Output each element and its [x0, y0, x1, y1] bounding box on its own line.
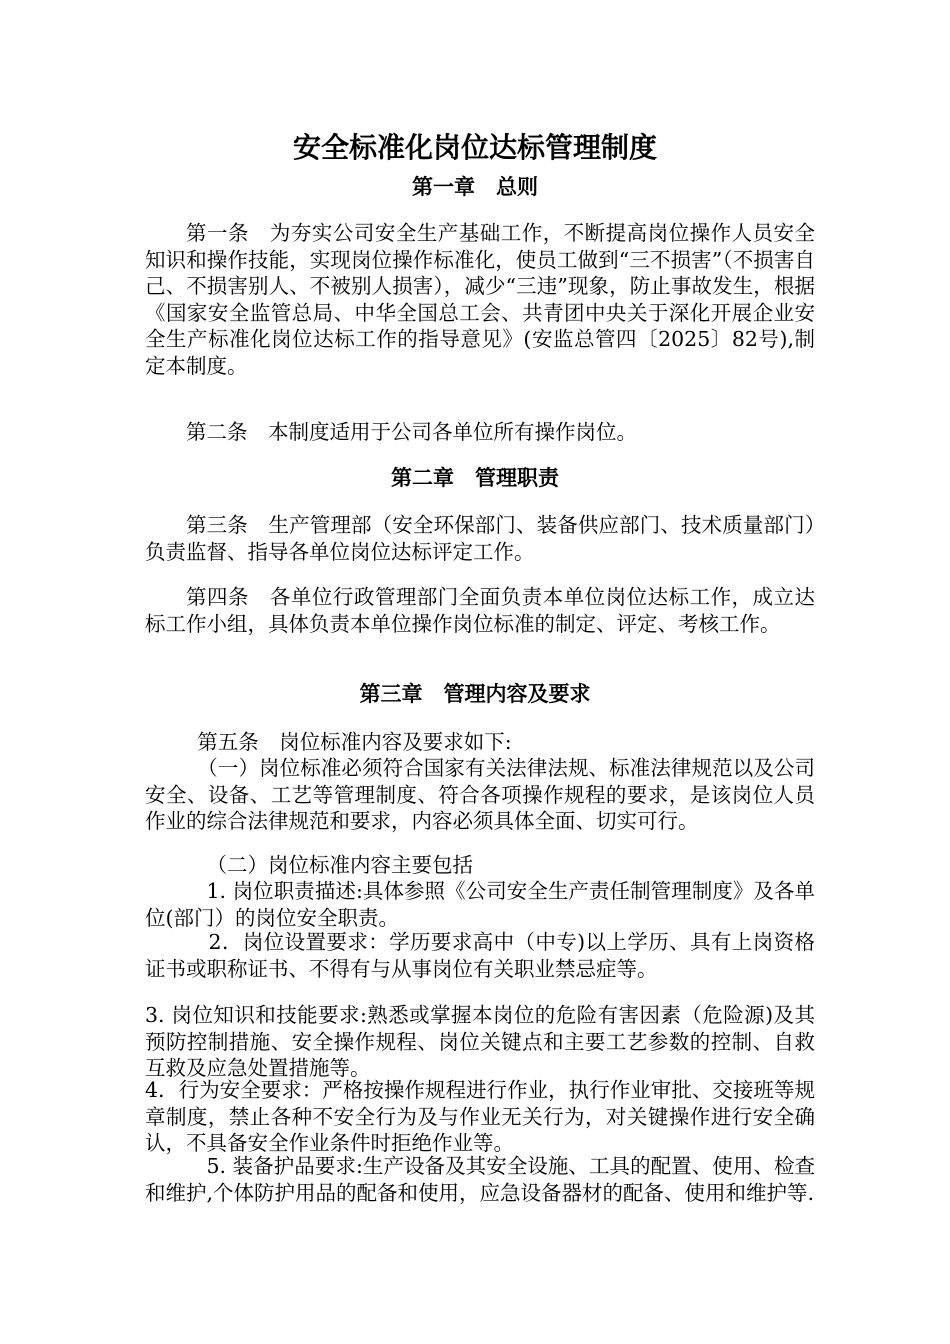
- sub-item-4: 4．行为安全要求：严格按操作规程进行作业，执行作业审批、交接班等规章制度，禁止各种不安全行为及与作业无关行为，对关键操作进行安全确认，不具备安全作业条件时拒绝作业等。: [145, 1078, 815, 1155]
- article-2: 第二条 本制度适用于公司各单位所有操作岗位。: [186, 420, 637, 444]
- item-1: （一）岗位标准必须符合国家有关法律法规、标准法律规范以及公司安全、设备、工艺等管理制度、符合各项操作规程的要求，是该岗位人员作业的综合法律规范和要求，内容必须具体全面、切实可行。: [145, 756, 815, 833]
- article-5: 第五条 岗位标准内容及要求如下:: [197, 730, 512, 754]
- sub-item-2: 2．岗位设置要求：学历要求高中（中专)以上学历、具有上岗资格证书或职称证书、不得有与从事岗位有关职业禁忌症等。: [145, 930, 815, 981]
- item-2: （二）岗位标准内容主要包括: [206, 853, 473, 877]
- chapter-2-heading: 第二章 管理职责: [391, 465, 559, 490]
- sub-item-3: 3. 岗位知识和技能要求:熟悉或掌握本岗位的危险有害因素（危险源)及其预防控制措施、安全操作规程、岗位关键点和主要工艺参数的控制、自救互救及应急处置措施等。: [145, 1003, 815, 1080]
- chapter-3-heading: 第三章 管理内容及要求: [359, 681, 591, 706]
- chapter-1-heading: 第一章 总则: [412, 174, 538, 199]
- document-title: 安全标准化岗位达标管理制度: [292, 131, 657, 164]
- article-1: 第一条 为夯实公司安全生产基础工作，不断提高岗位操作人员安全知识和操作技能，实现岗位操作标准化，使员工做到“三不损害”（不损害自己、不损害别人、不被别人损害），减少“三违”现象，防止事故发生，根据《国家安全监管总局、中华全国总工会、共青团中央关于深化开展企业安全生产标准化岗位达标工作的指导意见》(安监总管四〔2025〕82号),制定本制度。: [145, 221, 815, 378]
- article-3: 第三条 生产管理部（安全环保部门、装备供应部门、技术质量部门）负责监督、指导各单位岗位达标评定工作。: [145, 513, 815, 564]
- article-4: 第四条 各单位行政管理部门全面负责本单位岗位达标工作，成立达标工作小组，具体负责本单位操作岗位标准的制定、评定、考核工作。: [145, 585, 815, 636]
- sub-item-1: 1. 岗位职责描述:具体参照《公司安全生产责任制管理制度》及各单位(部门）的岗位安全职责。: [145, 879, 815, 930]
- sub-item-5: 5. 装备护品要求:生产设备及其安全设施、工具的配置、使用、检查和维护,个体防护用品的配备和使用，应急设备器材的配备、使用和维护等.: [145, 1154, 815, 1205]
